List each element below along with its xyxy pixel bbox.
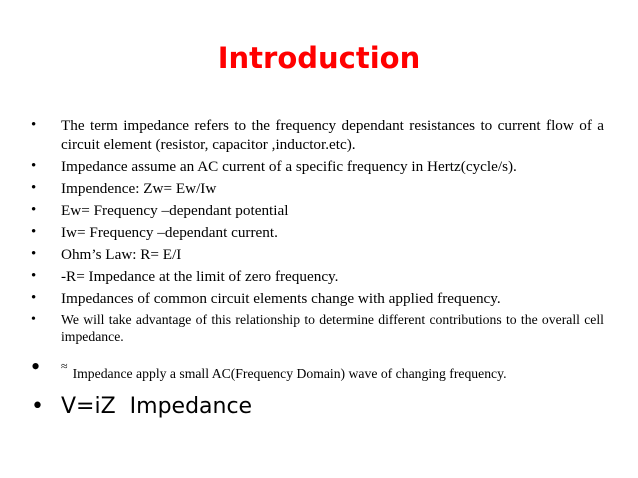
slide-title: Introduction bbox=[217, 41, 421, 75]
bullet-icon: • bbox=[31, 290, 37, 306]
bullet-text: We will take advantage of this relationship to determine different contributions to the overall cell impedance. bbox=[61, 312, 604, 344]
bullet-icon: • bbox=[31, 158, 37, 174]
bullet-icon: • bbox=[31, 246, 37, 262]
formula-text: V=iZ Impedance bbox=[61, 394, 253, 419]
bullet-item bbox=[30, 311, 604, 345]
bullet-item bbox=[30, 289, 604, 308]
bullet-icon: • bbox=[31, 224, 37, 240]
bullet-item bbox=[30, 157, 604, 176]
bullet-icon: • bbox=[31, 268, 37, 284]
bullet-icon: • bbox=[31, 352, 41, 381]
bullet-text: -R= Impedance at the limit of zero frequency. bbox=[61, 268, 339, 285]
bullet-text: The term impedance refers to the frequency dependant resistances to current flow of a circuit element (resistor, capacitor ,inductor.etc). bbox=[61, 117, 604, 153]
bullet-icon: • bbox=[31, 312, 36, 327]
bullet-text: Impedance apply a small AC(Frequency Domain) wave of changing frequency. bbox=[72, 366, 507, 381]
bullet-text: Iw= Frequency –dependant current. bbox=[61, 224, 278, 241]
bullet-text: Impendence: Zw= Ew/Iw bbox=[61, 180, 217, 197]
bullet-item bbox=[30, 201, 604, 220]
bullet-icon: • bbox=[31, 394, 44, 419]
bullet-text: Ew= Frequency –dependant potential bbox=[61, 202, 289, 219]
bullet-item bbox=[30, 116, 604, 154]
bullet-item bbox=[30, 179, 604, 198]
bullet-icon: • bbox=[31, 180, 37, 196]
bullet-text: Ohm’s Law: R= E/I bbox=[61, 246, 182, 263]
bullet-icon: • bbox=[31, 117, 37, 133]
bullet-item bbox=[30, 223, 604, 242]
bullet-item bbox=[30, 245, 604, 264]
bullet-list bbox=[30, 116, 604, 424]
bullet-item-formula bbox=[30, 390, 604, 424]
approx-symbol: ≈ bbox=[61, 359, 68, 373]
bullet-item-approx bbox=[30, 352, 604, 388]
bullet-text: Impedance assume an AC current of a specific frequency in Hertz(cycle/s). bbox=[61, 158, 517, 175]
bullet-text: Impedances of common circuit elements change with applied frequency. bbox=[61, 290, 501, 307]
bullet-item bbox=[30, 267, 604, 286]
bullet-icon: • bbox=[31, 202, 37, 218]
